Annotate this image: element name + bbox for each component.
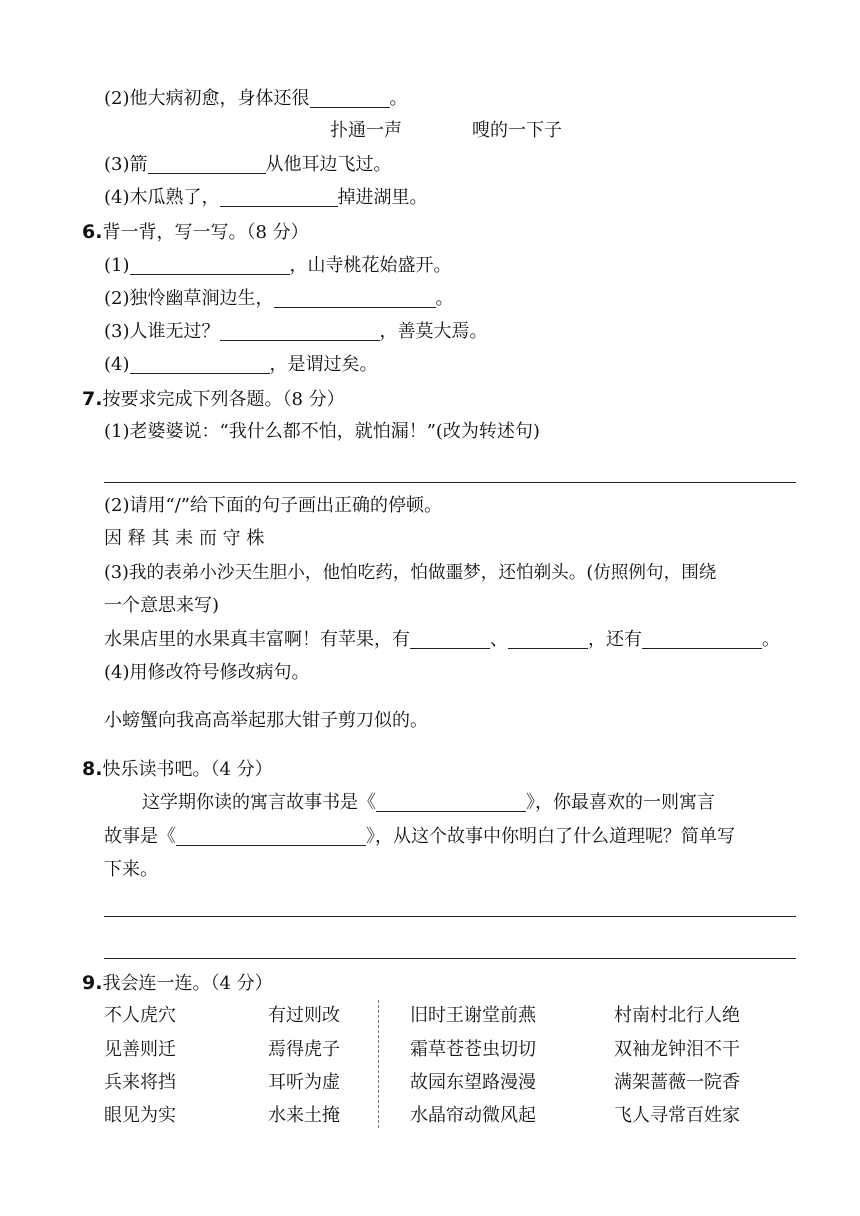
q8-answer-line-1[interactable] — [104, 916, 796, 917]
q7-title: 按要求完成下列各题。（8 分） — [102, 389, 345, 410]
q9-col3-item[interactable]: 霜草苍苍虫切切 — [410, 1039, 536, 1060]
q9-col1-item[interactable]: 见善则迁 — [104, 1039, 176, 1060]
q7-item-3-line-a: (3)我的表弟小沙天生胆小，他怕吃药，怕做噩梦，还怕剃头。(仿照例句，围绕 — [104, 563, 717, 583]
q5-item-4-post: 掉进湖里。 — [337, 187, 428, 208]
q6-line-2-post: 。 — [435, 288, 454, 309]
q7-item-2-sentence: 因 释 其 耒 而 守 株 — [104, 528, 265, 549]
q7-item-2: (2)请用“/”给下面的句子画出正确的停顿。 — [104, 495, 442, 516]
q6-line-3-pre: (3)人谁无过？ — [104, 321, 220, 342]
q5-item-4-pre: (4)木瓜熟了， — [104, 187, 220, 208]
q6-line-2-blank[interactable] — [274, 287, 436, 308]
q8-p1-pre: 这学期你读的寓言故事书是《 — [142, 792, 376, 813]
q9-col3-item[interactable]: 水晶帘动微风起 — [410, 1105, 536, 1126]
q6-line-3-blank[interactable] — [220, 320, 380, 341]
q6-title: 背一背，写一写。（8 分） — [102, 222, 309, 243]
q8-p2-pre: 故事是《 — [104, 826, 176, 847]
q9-col4-item[interactable]: 飞人寻常百姓家 — [614, 1105, 740, 1126]
q6-line-4 — [104, 352, 378, 378]
q8-answer-line-2[interactable] — [104, 958, 796, 959]
q8-title: 快乐读书吧。（4 分） — [102, 759, 273, 780]
q8-paragraph-line-2 — [104, 824, 735, 850]
q6-line-2 — [104, 286, 454, 312]
q9-col4-item[interactable]: 双袖龙钟泪不干 — [614, 1039, 740, 1060]
q8-p2-post: 》，从这个故事中你明白了什么道理呢？简单写 — [366, 826, 735, 847]
q9-col1-item[interactable]: 兵来将挡 — [104, 1072, 176, 1093]
q6-number: 6. — [82, 221, 103, 243]
q6-line-4-blank[interactable] — [130, 353, 270, 374]
q5-item-2-text: (2)他大病初愈，身体还很 — [104, 88, 310, 109]
q9-heading — [82, 970, 273, 997]
q9-col4-item[interactable]: 村南村北行人绝 — [614, 1005, 740, 1026]
q5-item-3-blank[interactable] — [148, 153, 266, 174]
q7-item-3-blank-2[interactable] — [508, 628, 588, 649]
q5-item-3 — [104, 152, 392, 178]
q7-item-4-sentence[interactable]: 小螃蟹向我高高举起那大钳子剪刀似的。 — [104, 710, 428, 731]
q9-column-separator — [378, 1000, 379, 1128]
q5-item-3-post: 从他耳边飞过。 — [265, 154, 392, 175]
q7-heading — [82, 386, 345, 413]
q7-number: 7. — [82, 388, 103, 410]
q9-col1-item[interactable]: 不人虎穴 — [104, 1005, 176, 1026]
q9-col4-item[interactable]: 满架蔷薇一院香 — [614, 1072, 740, 1093]
q8-number: 8. — [82, 758, 103, 780]
q8-book-title-blank[interactable] — [376, 791, 526, 812]
q7-item-3-ex-pre: 水果店里的水果真丰富啊！有苹果，有 — [104, 629, 410, 650]
q5-option-1: 扑通一声 — [330, 120, 402, 141]
q7-item-3-ex-mid2: ，还有 — [588, 629, 642, 650]
q7-item-3-blank-3[interactable] — [642, 628, 762, 649]
q5-item-4 — [104, 185, 428, 211]
q7-item-3-blank-1[interactable] — [410, 628, 490, 649]
q9-title: 我会连一连。（4 分） — [102, 973, 273, 994]
q9-col2-item[interactable]: 耳听为虚 — [268, 1072, 340, 1093]
q6-line-3 — [104, 319, 488, 345]
q6-line-1-blank[interactable] — [130, 254, 290, 275]
q8-p1-post: 》，你最喜欢的一则寓言 — [526, 792, 715, 813]
q6-line-4-pre: (4) — [104, 354, 130, 375]
q5-item-2-end: 。 — [389, 88, 408, 109]
q6-line-1-post: ，山寺桃花始盛开。 — [289, 255, 452, 276]
q9-col1-item[interactable]: 眼见为实 — [104, 1105, 176, 1126]
q6-line-2-pre: (2)独怜幽草涧边生， — [104, 288, 274, 309]
q7-item-3-ex-end: 。 — [762, 629, 780, 650]
q5-item-2 — [104, 86, 408, 112]
q7-item-1-answer-line[interactable] — [104, 482, 796, 483]
q9-col3-item[interactable]: 旧时王谢堂前燕 — [410, 1005, 536, 1026]
q8-paragraph-line-1 — [142, 790, 715, 816]
q9-number: 9. — [82, 972, 103, 994]
q9-col2-item[interactable]: 焉得虎子 — [268, 1039, 340, 1060]
q6-line-1 — [104, 253, 452, 279]
q5-option-2: 嗖的一下子 — [472, 120, 562, 141]
q5-item-3-pre: (3)箭 — [104, 154, 148, 175]
q7-item-3-example — [104, 627, 780, 653]
q5-item-4-blank[interactable] — [220, 186, 338, 207]
q8-paragraph-line-3: 下来。 — [104, 859, 158, 880]
q8-story-title-blank[interactable] — [176, 825, 366, 846]
q5-item-2-blank[interactable] — [310, 87, 390, 108]
q6-line-1-pre: (1) — [104, 255, 130, 276]
q7-item-1: (1)老婆婆说：“我什么都不怕，就怕漏！”(改为转述句) — [104, 421, 540, 442]
q9-col2-item[interactable]: 有过则改 — [268, 1005, 340, 1026]
q7-item-3-ex-mid: 、 — [490, 629, 508, 650]
q7-item-4: (4)用修改符号修改病句。 — [104, 662, 310, 683]
q6-line-3-post: ，善莫大焉。 — [379, 321, 488, 342]
q6-line-4-post: ，是谓过矣。 — [269, 354, 378, 375]
q7-item-3-line-b: 一个意思来写) — [104, 595, 220, 616]
q8-heading — [82, 756, 273, 783]
q9-col3-item[interactable]: 故园东望路漫漫 — [410, 1072, 536, 1093]
q6-heading — [82, 219, 309, 246]
q9-col2-item[interactable]: 水来土掩 — [268, 1105, 340, 1126]
